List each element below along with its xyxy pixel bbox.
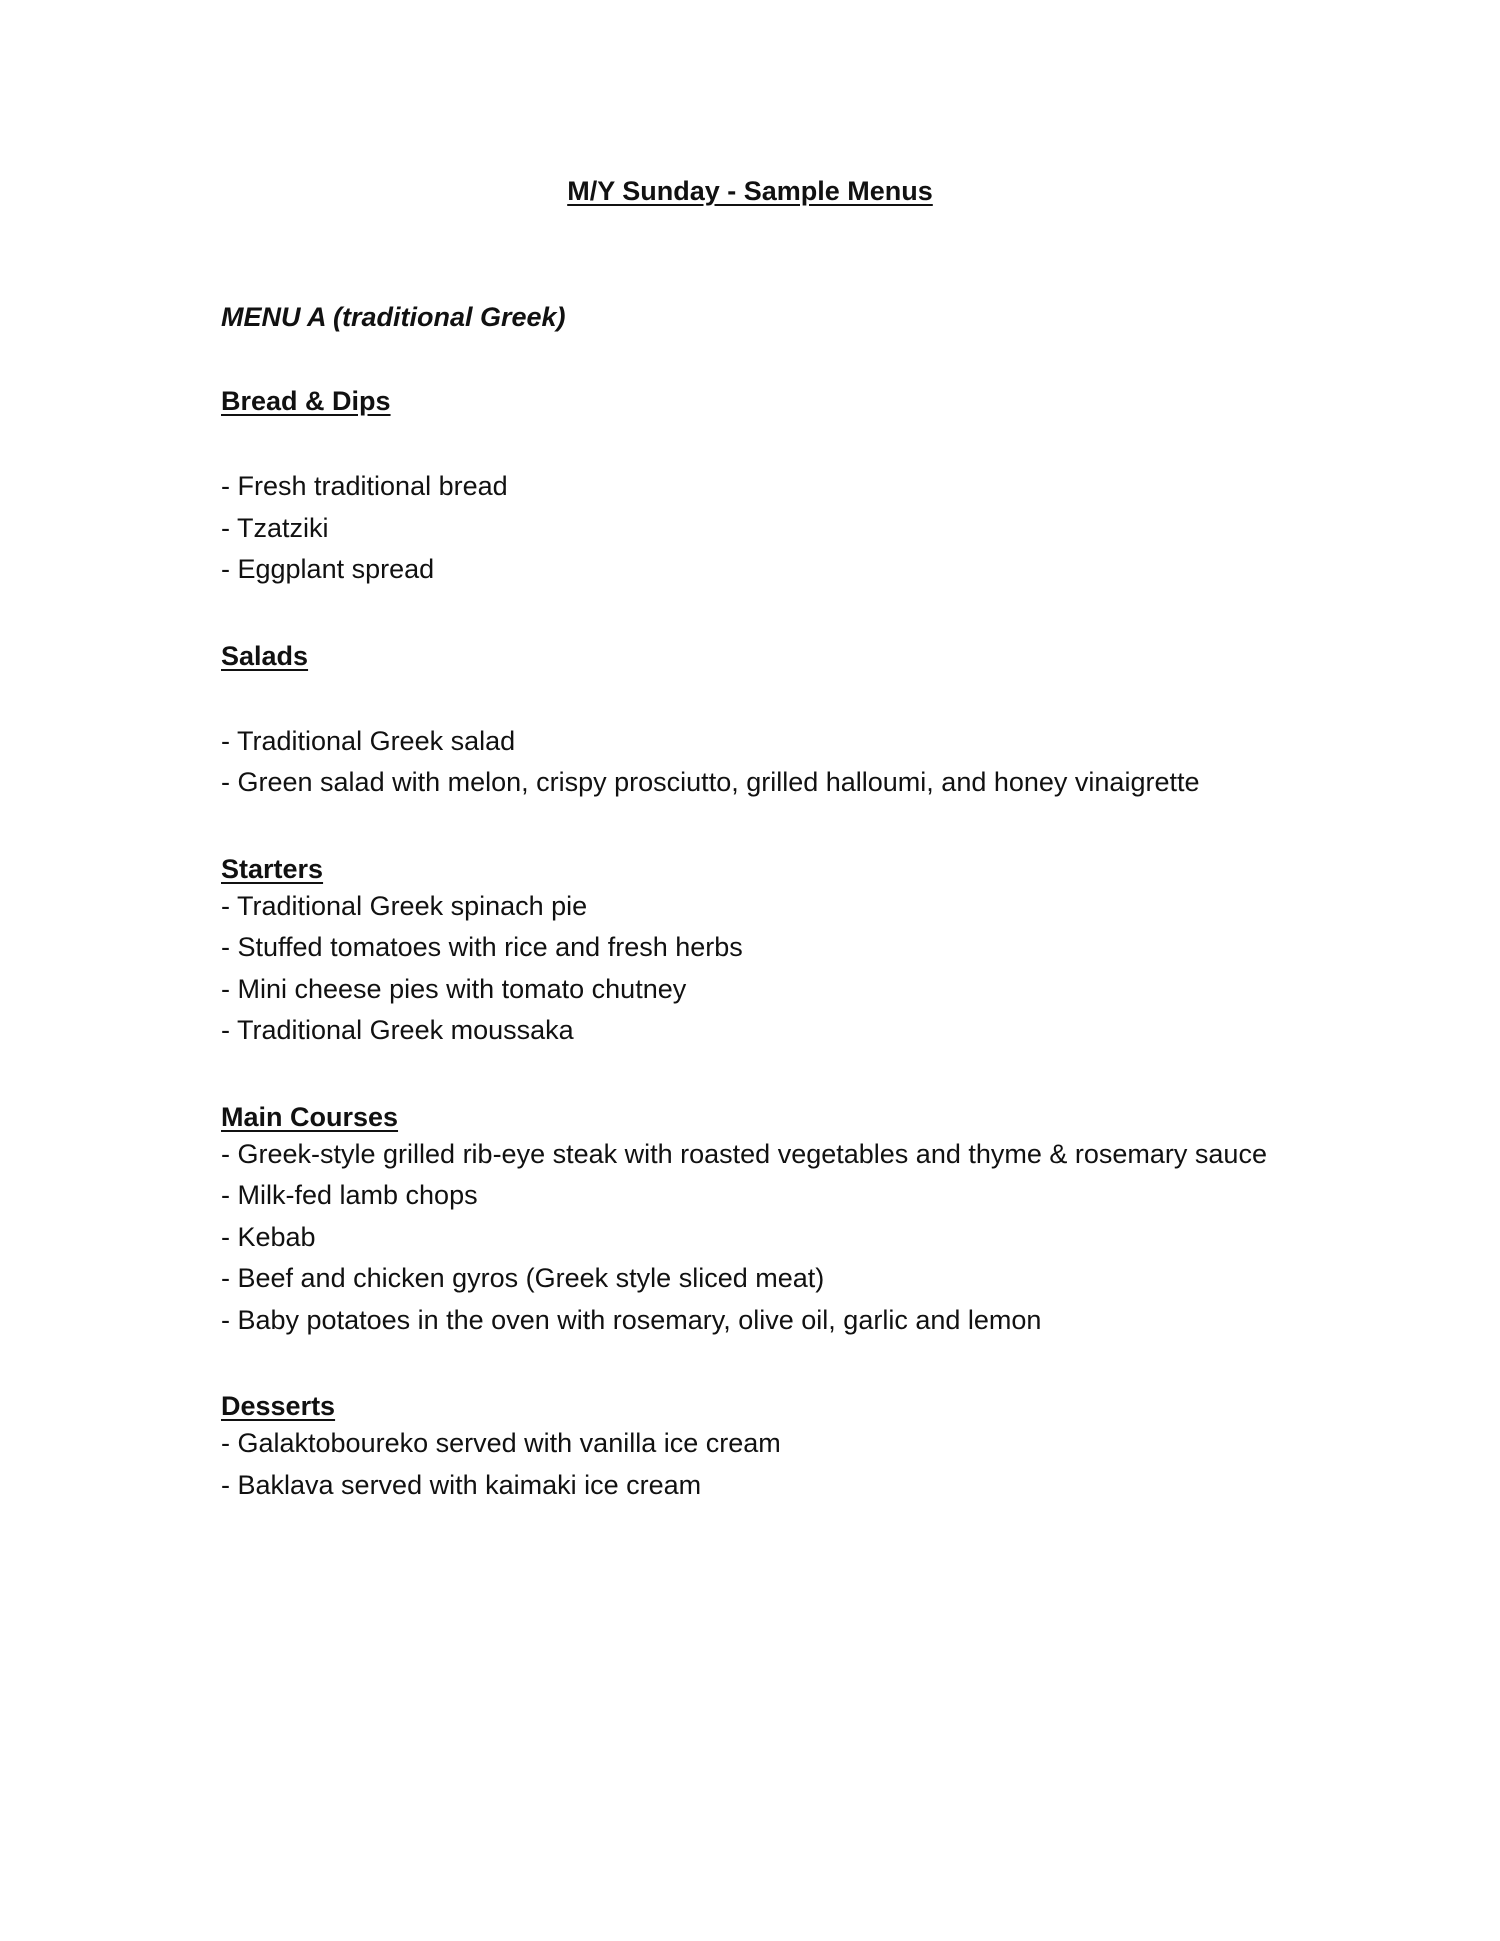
list-item: - Beef and chicken gyros (Greek style sliced meat) (221, 1263, 825, 1293)
list-item: - Baklava served with kaimaki ice cream (221, 1469, 702, 1500)
list-item: - Kebab (221, 1221, 316, 1252)
list-item: - Traditional Greek spinach pie (221, 890, 588, 921)
list-item: - Galaktoboureko served with vanilla ice cream (221, 1428, 781, 1458)
menu-title: MENU A (traditional Greek) (221, 302, 566, 332)
list-item: - Green salad with melon, crispy prosciutto, grilled halloumi, and honey vinaigrette (221, 767, 1200, 797)
list-item: - Mini cheese pies with tomato chutney (221, 973, 687, 1004)
list-item: - Fresh traditional bread (221, 471, 508, 501)
menu-content (221, 300, 1321, 1554)
list-item: - Greek-style grilled rib-eye steak with roasted vegetables and thyme & rosemary sauce (221, 1138, 1267, 1169)
section-heading-main-courses: Main Courses (221, 1101, 399, 1132)
list-bread-dips (221, 466, 1321, 591)
list-item: - Tzatziki (221, 512, 329, 543)
list-salads (221, 721, 1321, 804)
list-item: - Baby potatoes in the oven with rosemary, olive oil, garlic and lemon (221, 1304, 1042, 1335)
section-heading-salads: Salads (221, 640, 309, 671)
section-heading-starters: Starters (221, 853, 324, 884)
section-heading-bread-dips: Bread & Dips (221, 386, 391, 416)
list-item: - Milk-fed lamb chops (221, 1180, 478, 1210)
list-starters (221, 886, 1321, 1052)
list-item: - Traditional Greek moussaka (221, 1015, 574, 1045)
list-item: - Traditional Greek salad (221, 725, 516, 756)
list-desserts (221, 1423, 1321, 1506)
section-heading-desserts: Desserts (221, 1391, 336, 1421)
list-main-courses (221, 1134, 1321, 1342)
list-item: - Eggplant spread (221, 554, 435, 584)
list-item: - Stuffed tomatoes with rice and fresh herbs (221, 932, 743, 962)
page-title: M/Y Sunday - Sample Menus (567, 176, 933, 206)
